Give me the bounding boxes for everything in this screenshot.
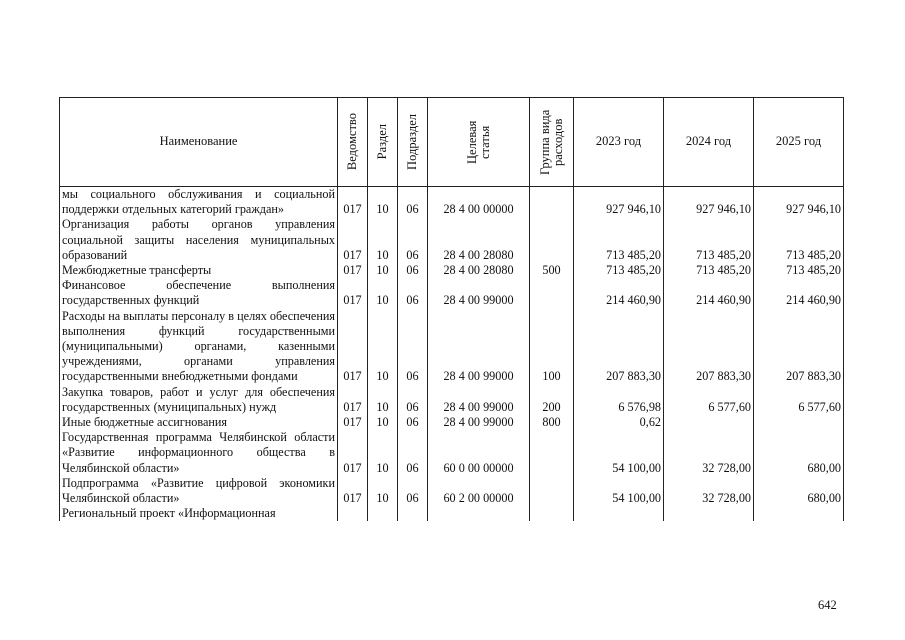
row-value-2024: 6 577,60 <box>664 385 754 415</box>
row-group <box>530 476 574 506</box>
row-name: Расходы на выплаты персоналу в целях обеспечения выполнения функций государственными (муниципальными) органами, казенными учреждениями, органами управления государственными внебюджетными фондами <box>60 309 338 385</box>
row-name: Подпрограмма «Развитие цифровой экономики Челябинской области» <box>60 476 338 506</box>
row-value-2023: 214 460,90 <box>574 278 664 308</box>
row-group: 800 <box>530 415 574 430</box>
row-value-2025 <box>754 415 844 430</box>
header-target: Целевая статья <box>428 98 530 187</box>
table-row <box>60 217 844 263</box>
header-2023: 2023 год <box>574 98 664 187</box>
header-2024: 2024 год <box>664 98 754 187</box>
row-value-2024: 214 460,90 <box>664 278 754 308</box>
row-value-2023: 0,62 <box>574 415 664 430</box>
row-dept <box>338 506 368 521</box>
row-value-2024: 927 946,10 <box>664 187 754 218</box>
row-target: 28 4 00 28080 <box>428 263 530 278</box>
row-value-2025: 680,00 <box>754 430 844 476</box>
header-group: Группа вида расходов <box>530 98 574 187</box>
row-value-2023: 54 100,00 <box>574 430 664 476</box>
row-name: Финансовое обеспечение выполнения государственных функций <box>60 278 338 308</box>
row-value-2024: 207 883,30 <box>664 309 754 385</box>
table-row <box>60 506 844 521</box>
row-value-2024 <box>664 506 754 521</box>
row-group: 500 <box>530 263 574 278</box>
table-row <box>60 263 844 278</box>
row-value-2023: 713 485,20 <box>574 217 664 263</box>
row-dept: 017 <box>338 217 368 263</box>
header-dept: Ведомство <box>338 98 368 187</box>
row-dept: 017 <box>338 309 368 385</box>
row-section: 10 <box>368 187 398 218</box>
header-2025: 2025 год <box>754 98 844 187</box>
row-section: 10 <box>368 278 398 308</box>
row-section: 10 <box>368 385 398 415</box>
header-subsection: Подраздел <box>398 98 428 187</box>
row-dept: 017 <box>338 430 368 476</box>
row-group: 200 <box>530 385 574 415</box>
row-section <box>368 506 398 521</box>
row-target: 60 2 00 00000 <box>428 476 530 506</box>
row-section: 10 <box>368 309 398 385</box>
row-name: Иные бюджетные ассигнования <box>60 415 338 430</box>
table-row <box>60 430 844 476</box>
row-value-2023: 6 576,98 <box>574 385 664 415</box>
row-value-2024 <box>664 415 754 430</box>
row-value-2025: 713 485,20 <box>754 217 844 263</box>
row-section: 10 <box>368 415 398 430</box>
row-subsection: 06 <box>398 217 428 263</box>
row-value-2024: 32 728,00 <box>664 476 754 506</box>
row-target: 28 4 00 00000 <box>428 187 530 218</box>
row-name: Межбюджетные трансферты <box>60 263 338 278</box>
row-target: 28 4 00 99000 <box>428 309 530 385</box>
budget-table <box>59 97 844 521</box>
row-subsection <box>398 506 428 521</box>
row-value-2023: 54 100,00 <box>574 476 664 506</box>
row-group <box>530 187 574 218</box>
table-row <box>60 476 844 506</box>
row-subsection: 06 <box>398 278 428 308</box>
header-row <box>60 98 844 187</box>
row-section: 10 <box>368 430 398 476</box>
row-target: 28 4 00 99000 <box>428 278 530 308</box>
row-value-2023 <box>574 506 664 521</box>
row-target: 28 4 00 28080 <box>428 217 530 263</box>
table-body <box>60 187 844 522</box>
row-target: 60 0 00 00000 <box>428 430 530 476</box>
row-value-2023: 207 883,30 <box>574 309 664 385</box>
row-value-2025: 6 577,60 <box>754 385 844 415</box>
row-subsection: 06 <box>398 476 428 506</box>
row-value-2024: 713 485,20 <box>664 217 754 263</box>
row-value-2024: 713 485,20 <box>664 263 754 278</box>
row-group <box>530 278 574 308</box>
row-group <box>530 430 574 476</box>
row-name: мы социального обслуживания и социальной поддержки отдельных категорий граждан» <box>60 187 338 218</box>
table-row <box>60 278 844 308</box>
row-name: Организация работы органов управления социальной защиты населения муниципальных образований <box>60 217 338 263</box>
row-subsection: 06 <box>398 187 428 218</box>
row-group: 100 <box>530 309 574 385</box>
row-value-2025: 713 485,20 <box>754 263 844 278</box>
table-row <box>60 385 844 415</box>
row-section: 10 <box>368 263 398 278</box>
row-dept: 017 <box>338 187 368 218</box>
row-target: 28 4 00 99000 <box>428 385 530 415</box>
table-row <box>60 415 844 430</box>
row-dept: 017 <box>338 263 368 278</box>
row-name: Закупка товаров, работ и услуг для обеспечения государственных (муниципальных) нужд <box>60 385 338 415</box>
row-value-2025: 927 946,10 <box>754 187 844 218</box>
row-value-2023: 713 485,20 <box>574 263 664 278</box>
row-subsection: 06 <box>398 385 428 415</box>
header-section: Раздел <box>368 98 398 187</box>
page-number: 642 <box>818 598 837 612</box>
row-section: 10 <box>368 476 398 506</box>
table-row <box>60 309 844 385</box>
row-group <box>530 506 574 521</box>
row-value-2024: 32 728,00 <box>664 430 754 476</box>
row-value-2025 <box>754 506 844 521</box>
row-value-2025: 214 460,90 <box>754 278 844 308</box>
row-name: Государственная программа Челябинской области «Развитие информационного общества в Челябинской области» <box>60 430 338 476</box>
header-name: Наименование <box>60 98 338 187</box>
row-subsection: 06 <box>398 415 428 430</box>
row-subsection: 06 <box>398 263 428 278</box>
row-subsection: 06 <box>398 309 428 385</box>
row-dept: 017 <box>338 415 368 430</box>
table-row <box>60 187 844 218</box>
row-value-2025: 680,00 <box>754 476 844 506</box>
row-dept: 017 <box>338 278 368 308</box>
row-dept: 017 <box>338 385 368 415</box>
row-value-2023: 927 946,10 <box>574 187 664 218</box>
row-name: Региональный проект «Информационная <box>60 506 338 521</box>
row-target: 28 4 00 99000 <box>428 415 530 430</box>
row-value-2025: 207 883,30 <box>754 309 844 385</box>
row-section: 10 <box>368 217 398 263</box>
row-target <box>428 506 530 521</box>
row-group <box>530 217 574 263</box>
row-subsection: 06 <box>398 430 428 476</box>
row-dept: 017 <box>338 476 368 506</box>
